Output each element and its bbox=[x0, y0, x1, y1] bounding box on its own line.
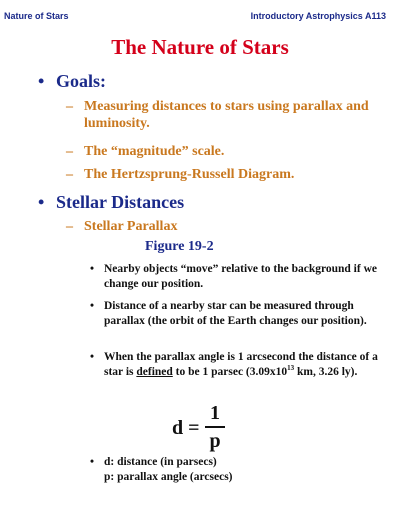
slide-header bbox=[0, 0, 400, 26]
point-text: Distance of a nearby star can be measured through parallax (the orbit of the Earth changes our position). bbox=[104, 300, 367, 327]
dash-icon: – bbox=[66, 167, 73, 182]
point-text: Nearby objects “move” relative to the background if we change our position. bbox=[104, 263, 377, 290]
goal-item-label: Measuring distances to stars using parallax and luminosity. bbox=[84, 99, 369, 131]
point-parsec-definition bbox=[90, 350, 390, 380]
header-course-topic: Nature of Stars bbox=[4, 11, 69, 21]
formula-denominator: p bbox=[209, 430, 221, 452]
formula-lhs: d = bbox=[172, 417, 200, 439]
definition-p: p: parallax angle (arcsecs) bbox=[104, 471, 233, 483]
goals-heading-label: Goals: bbox=[56, 71, 107, 91]
goal-item-magnitude bbox=[66, 143, 386, 160]
small-bullet-icon: • bbox=[90, 456, 95, 468]
stellar-parallax-subheading bbox=[66, 218, 386, 235]
page-title: The Nature of Stars bbox=[111, 35, 289, 59]
formula-numerator: 1 bbox=[210, 402, 220, 424]
header-course-name: Introductory Astrophysics A113 bbox=[250, 11, 386, 21]
point-text-part: km, 3.26 ly). bbox=[294, 366, 358, 378]
stellar-distances-heading bbox=[38, 191, 184, 213]
goal-item-label: The “magnitude” scale. bbox=[84, 144, 225, 159]
definition-d: d: distance (in parsecs) bbox=[104, 456, 217, 468]
stellar-distances-label: Stellar Distances bbox=[56, 192, 185, 212]
goal-item-parallax bbox=[66, 98, 386, 132]
goal-item-hr-diagram bbox=[66, 166, 386, 183]
point-text-part: When the parallax angle is 1 arcsecond the distance of a star is bbox=[104, 351, 378, 378]
point-text-part: to be 1 parsec (3.09x10 bbox=[172, 366, 288, 378]
formula-fraction bbox=[205, 402, 225, 452]
small-bullet-icon: • bbox=[90, 351, 95, 363]
point-variable-definitions bbox=[90, 455, 390, 485]
exponent: 13 bbox=[287, 364, 295, 373]
dash-icon: – bbox=[66, 99, 73, 114]
fraction-bar bbox=[205, 426, 225, 428]
bullet-icon: • bbox=[38, 192, 45, 212]
stellar-parallax-label: Stellar Parallax bbox=[84, 219, 178, 234]
point-nearby-objects bbox=[90, 262, 390, 292]
point-text bbox=[90, 455, 390, 485]
goal-item-label: The Hertzsprung-Russell Diagram. bbox=[84, 167, 295, 182]
dash-icon: – bbox=[66, 219, 73, 234]
defined-emphasis: defined bbox=[136, 366, 173, 378]
point-distance-measured bbox=[90, 299, 390, 329]
bullet-icon: • bbox=[38, 71, 45, 91]
dash-icon: – bbox=[66, 144, 73, 159]
parallax-formula bbox=[172, 402, 252, 452]
small-bullet-icon: • bbox=[90, 300, 95, 312]
goals-heading bbox=[38, 70, 106, 92]
figure-reference: Figure 19-2 bbox=[145, 239, 214, 254]
small-bullet-icon: • bbox=[90, 263, 95, 275]
point-text bbox=[90, 350, 390, 380]
